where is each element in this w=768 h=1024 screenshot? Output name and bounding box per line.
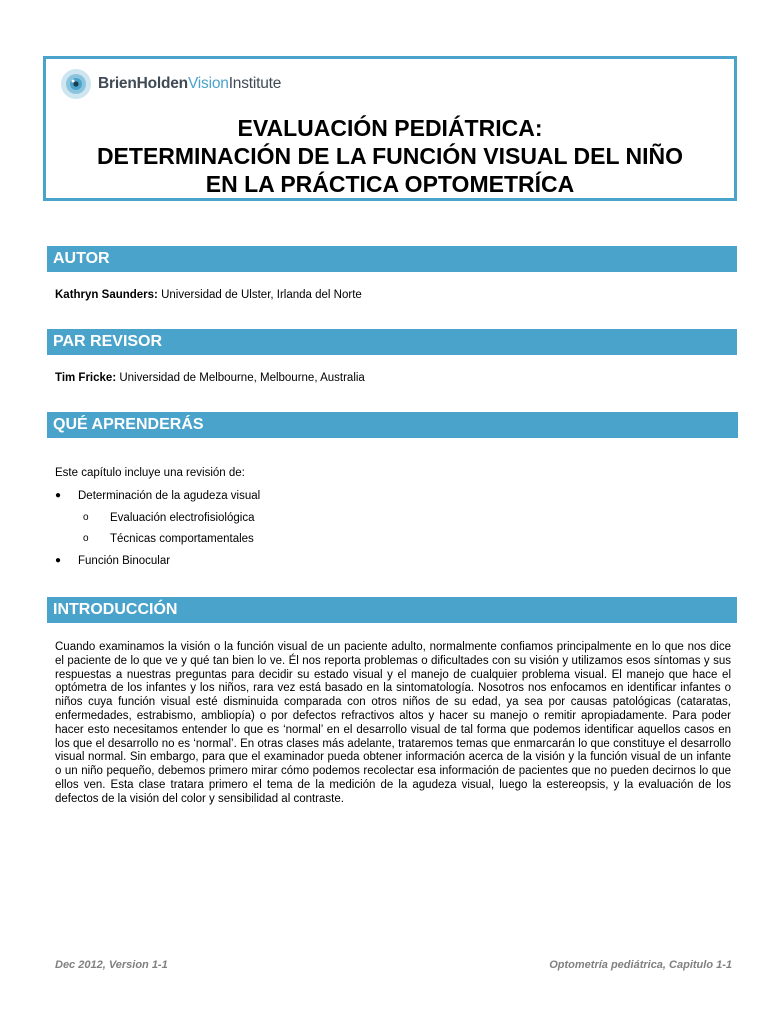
eye-logo-icon — [60, 68, 92, 100]
section-heading-autor: AUTOR — [47, 246, 737, 272]
author-affiliation: Universidad de Ulster, Irlanda del Norte — [157, 289, 362, 301]
title-line-2: DETERMINACIÓN DE LA FUNCIÓN VISUAL DEL NIÑO — [96, 143, 684, 169]
section-heading-aprenderas: QUÉ APRENDERÁS — [47, 412, 738, 438]
author-name: Kathryn Saunders: — [55, 289, 158, 301]
reviewer-name: Tim Fricke: — [55, 372, 117, 384]
section-heading-introduccion: INTRODUCCIÓN — [47, 597, 737, 623]
introduction-paragraph: Cuando examinamos la visión o la función visual de un paciente adulto, normalmente confiamos principalmente en lo que nos dice el paciente de lo que ve y qué tan bien lo ve. Él nos reporta problemas o dificultades con su visión y utilizamos esos síntomas y sus respuestas a nuestras preguntas para decidir su estado visual y el manejo de cualquier problema visual. El manejo que hace el optómetra de los infantes y los niños, rara vez está basado en la sintomatología. Nosotros nos enfocamos en identificar infantes o niños cuya función visual esté disminuida comparada con otros niños de su edad, ya sea por causas patológicas (cataratas, enfermedades, estrabismo, ambliopía) o por defectos refractivos altos y hacer su manejo o remitir apropiadamente. Para poder hacer esto necesitamos entender lo que es ‘normal’ en el desarrollo visual de tal forma que podemos identificar aquellos casos en los que el desarrollo no es ‘normal’. En otras clases más adelante, trataremos temas que enmarcarán lo que constituye el desarrollo visual normal. Sin embargo, para que el examinador pueda obtener información acerca de la visión y la función visual de un infante o un niño pequeño, debemos primero mirar cómo podemos recolectar esa información de pacientes que no pueden decirnos lo que ellos ven. Esta clase tratara primero el tema de la medición de la agudeza visual, luego la estereopsis, y la evaluación de los defectos de la visión del color y sensibilidad al contraste. — [55, 641, 731, 805]
title-line-3: EN LA PRÁCTICA OPTOMETRÍCA — [205, 171, 575, 197]
logo-wordmark: BrienHoldenVisionInstitute — [98, 75, 282, 92]
section-heading-revisor: PAR REVISOR — [47, 329, 737, 355]
bullet-icon: ● — [55, 554, 62, 566]
brien-holden-logo — [60, 67, 281, 101]
footer-version: Dec 2012, Version 1-1 — [55, 959, 168, 971]
sub-bullet-icon: o — [83, 511, 89, 523]
footer-chapter: Optometría pediátrica, Capitulo 1-1 — [549, 959, 732, 971]
header-box — [43, 56, 737, 201]
sub-bullet-icon: o — [83, 533, 89, 544]
title-line-1: EVALUACIÓN PEDIÁTRICA: — [237, 115, 543, 141]
learn-intro: Este capítulo incluye una revisión de: — [55, 467, 245, 479]
author-line — [55, 289, 362, 301]
bullet-icon: ● — [55, 490, 62, 501]
reviewer-line — [55, 372, 365, 384]
document-title — [46, 114, 734, 198]
reviewer-affiliation: Universidad de Melbourne, Melbourne, Australia — [116, 372, 365, 384]
